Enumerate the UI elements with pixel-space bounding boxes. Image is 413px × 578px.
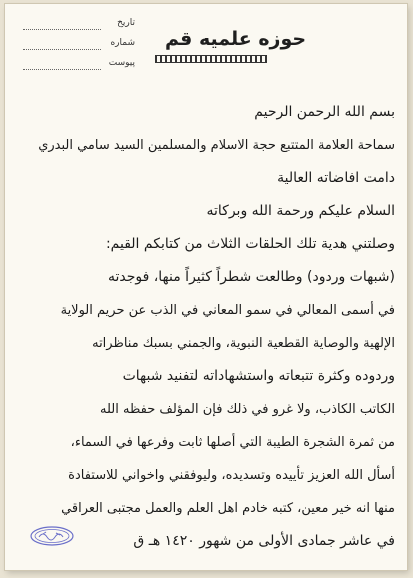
letter-line: السلام عليكم ورحمة الله وبركاته (206, 203, 395, 219)
letter-line: وصلتني هدية تلك الحلقات الثلاث من كتابكم القيم: (105, 236, 395, 252)
letter-line: منها انه خير معين، كتبه خادم اهل العلم والعمل مجتبى العراقي (61, 501, 395, 516)
letter-line: الكاتب الكاذب، ولا غرو في ذلك فإن المؤلف حفظه الله (100, 402, 395, 417)
attachment-line (23, 69, 101, 70)
letterhead-title: حوزه علميه قم (165, 28, 307, 50)
letter-line: دامت افاضاته العالية (277, 170, 395, 186)
letter-body (19, 96, 395, 558)
seal-icon (29, 525, 75, 547)
letter-line: وردوده وكثرة تتبعاته واستشهاداته لتفنيد شبهات (122, 368, 395, 384)
letter-line: أسأل الله العزيز تأييده وتسديده، وليوفقني واخواني للاستفادة (68, 468, 395, 483)
letter-line: الإلهية والوصاية القطعية النبوية، والجمني بسبك مناظراته (92, 336, 395, 351)
letterhead (5, 4, 407, 90)
title-underline (155, 55, 267, 63)
letter-line: في أسمى المعالي في سمو المعاني في الذب عن حريم الولاية (60, 303, 395, 318)
date-label: تاريخ (117, 18, 135, 28)
letterhead-fields (23, 18, 143, 78)
date-field (23, 18, 143, 38)
number-label: شماره (110, 38, 135, 48)
letter-line: سماحة العلامة المتتبع حجة الاسلام والمسلمين السيد سامي البدري (38, 138, 395, 153)
letter-line: من ثمرة الشجرة الطيبة التي أصلها ثابت وفرعها في السماء، (70, 435, 395, 450)
number-field (23, 38, 143, 58)
basmala-line: بسم الله الرحمن الرحيم (254, 104, 395, 120)
attachment-label: پيوست (108, 58, 135, 68)
date-line-closing: في عاشر جمادى الأولى من شهور ١٤٢٠ هـ ق (133, 533, 395, 549)
letter-page (5, 4, 407, 570)
letter-line: (شبهات وردود) وطالعت شطراً كثيراً منها، فوجدته (107, 269, 395, 285)
number-line (23, 49, 101, 50)
date-line (23, 29, 101, 30)
attachment-field (23, 58, 143, 78)
